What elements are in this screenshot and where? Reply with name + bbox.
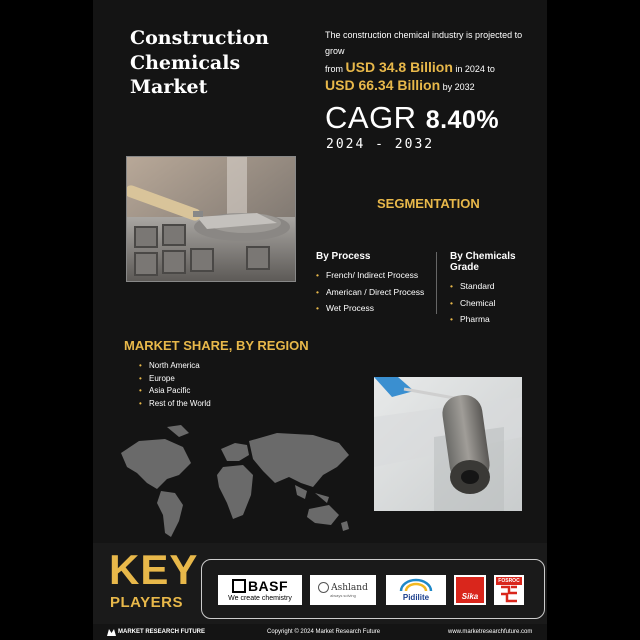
- list-item: • Standard: [450, 278, 547, 295]
- projection-2024: from USD 34.8 Billion in 2024 to: [325, 59, 495, 75]
- list-item: • Asia Pacific: [139, 385, 211, 398]
- basf-square-icon: [232, 579, 246, 593]
- logo-strip: [201, 559, 545, 619]
- ashland-circle-icon: [318, 582, 329, 593]
- players-label: PLAYERS: [110, 594, 183, 611]
- projection-intro: The construction chemical industry is projected to grow: [325, 30, 523, 56]
- list-item: • Chemical: [450, 295, 547, 312]
- list-item: • North America: [139, 360, 211, 373]
- segment-by-grade: [450, 251, 547, 328]
- paint-roller-photo: [374, 377, 522, 511]
- basf-logo: BASF We create chemistry: [218, 575, 302, 605]
- by-process-title: By Process: [316, 251, 371, 262]
- cagr-period: 2024 - 2032: [326, 137, 435, 152]
- footer-bar: [93, 624, 547, 640]
- ashland-logo: Ashland always solving: [310, 575, 376, 605]
- footer-url[interactable]: www.marketresearchfuture.com: [448, 629, 533, 635]
- projection-2032: USD 66.34 Billion by 2032: [325, 77, 475, 93]
- infographic-poster: [93, 0, 547, 640]
- mrfr-logo-icon: [107, 628, 116, 636]
- concrete-trowel-photo: [126, 156, 296, 282]
- segmentation-heading: SEGMENTATION: [377, 196, 480, 211]
- key-label: KEY: [109, 546, 199, 593]
- market-projection: [325, 27, 539, 95]
- list-item: • Wet Process: [316, 300, 424, 317]
- segment-divider: [436, 252, 437, 314]
- list-item: • Europe: [139, 373, 211, 386]
- sika-logo: Sika: [454, 575, 486, 605]
- footer-brand: MARKET RESEARCH FUTURE: [107, 628, 205, 636]
- region-list: [139, 360, 211, 410]
- list-item: • French/ Indirect Process: [316, 267, 424, 284]
- fosroc-mark-icon: [499, 585, 519, 603]
- by-grade-title: By Chemicals Grade: [450, 251, 516, 273]
- segment-by-process: [316, 251, 424, 317]
- page-title: Construction Chemicals Market: [130, 27, 269, 98]
- region-heading: MARKET SHARE, BY REGION: [124, 338, 309, 353]
- list-item: • Pharma: [450, 311, 547, 328]
- list-item: • American / Direct Process: [316, 284, 424, 301]
- list-item: • Rest of the World: [139, 398, 211, 411]
- footer-copyright: Copyright © 2024 Market Research Future: [267, 629, 381, 635]
- pidilite-arc-icon: [399, 578, 433, 592]
- world-map-graphic: [117, 423, 367, 543]
- fosroc-logo: FOSROC: [494, 575, 524, 605]
- cagr-value: CAGR 8.40%: [325, 100, 500, 135]
- pidilite-logo: Pidilite: [386, 575, 446, 605]
